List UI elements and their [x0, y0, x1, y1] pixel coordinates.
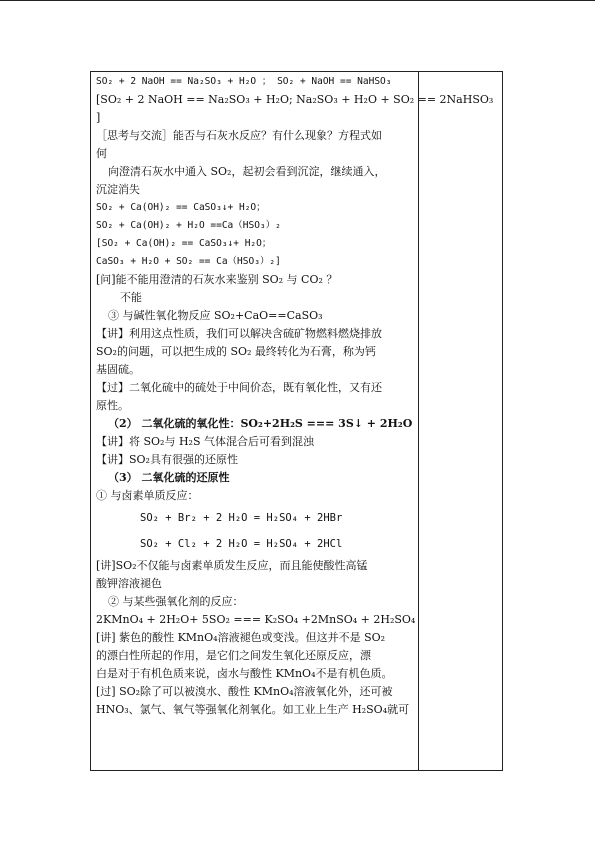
text-line: 白是对于有机色质来说，卤水与酸性 KMnO₄不是有机色质。	[96, 667, 393, 680]
text-line: ① 与卤素单质反应：	[96, 489, 199, 502]
text-line: ［思考与交流］能否与石灰水反应？有什么现象？方程式如	[96, 129, 382, 142]
equation-line: SO₂ + Br₂ + 2 H₂O = H₂SO₄ + 2HBr	[140, 512, 343, 524]
equation-line: SO₂ + Ca(OH)₂ + H₂O ==Ca（HSO₃）₂	[96, 220, 281, 231]
text-line: [SO₂ + 2 NaOH == Na₂SO₃ + H₂O; Na₂SO₃ + H₂O + SO₂ == 2NaHSO₃	[96, 93, 494, 106]
text-line: 原性。	[96, 399, 129, 412]
text-line: 向澄清石灰水中通入 SO₂，起初会看到沉淀，继续通入，	[108, 165, 386, 178]
lesson-content	[96, 73, 494, 719]
table-side-cell	[418, 71, 503, 771]
section-heading: （3） 二氧化硫的还原性	[108, 471, 230, 484]
text-line: 的漂白性所起的作用，是它们之间发生氧化还原反应，漂	[96, 649, 371, 662]
text-line: [讲]SO₂不仅能与卤素单质发生反应，而且能使酸性高锰	[96, 559, 368, 572]
text-line: 不能	[120, 291, 142, 304]
text-line: ② 与某些强氧化剂的反应：	[108, 595, 244, 608]
text-line: [讲] 紫色的酸性 KMnO₄溶液褪色或变浅。但这并不是 SO₂	[96, 631, 386, 644]
text-line: [问]能不能用澄清的石灰水来鉴别 SO₂ 与 CO₂ ？	[96, 273, 338, 286]
text-line: 【讲】利用这点性质，我们可以解决含硫矿物燃料燃烧排放	[96, 327, 382, 340]
text-line: 沉淀消失	[96, 183, 140, 196]
text-line: ③ 与碱性氧化物反应 SO₂+CaO==CaSO₃	[108, 309, 323, 322]
section-heading: （2） 二氧化硫的氧化性：SO₂+2H₂S === 3S↓ + 2H₂O	[108, 417, 413, 430]
header-rule	[0, 0, 595, 1]
equation-line: 2KMnO₄ + 2H₂O+ 5SO₂ === K₂SO₄ +2MnSO₄ + 2H₂SO₄	[96, 613, 416, 626]
equation-line: SO₂ + Ca(OH)₂ == CaSO₃↓+ H₂O；	[96, 202, 266, 213]
text-line: HNO₃、氯气、氧气等强氧化剂氧化。如工业上生产 H₂SO₄就可	[96, 703, 410, 716]
text-line: 【过】二氧化硫中的硫处于中间价态，既有氧化性，又有还	[96, 381, 382, 394]
equation-line: CaSO₃ + H₂O + SO₂ == Ca（HSO₃）₂]	[96, 256, 281, 267]
text-line: ]	[96, 111, 101, 124]
text-line: 【讲】SO₂具有很强的还原性	[96, 453, 238, 466]
text-line: SO₂的问题，可以把生成的 SO₂ 最终转化为石膏，称为钙	[96, 345, 376, 358]
text-line: SO₂ + 2 NaOH == Na₂SO₃ + H₂O ； SO₂ + NaOH == NaHSO₃	[96, 76, 392, 87]
equation-line: [SO₂ + Ca(OH)₂ == CaSO₃↓+ H₂O；	[96, 238, 272, 249]
text-line: 【讲】将 SO₂与 H₂S 气体混合后可看到混浊	[96, 435, 314, 448]
equation-line: SO₂ + Cl₂ + 2 H₂O = H₂SO₄ + 2HCl	[140, 538, 343, 550]
text-line: 基固硫。	[96, 363, 140, 376]
text-line: 酸钾溶液褪色	[96, 577, 162, 590]
text-line: [过] SO₂除了可以被溴水、酸性 KMnO₄溶液氧化外，还可被	[96, 685, 393, 698]
text-line: 何	[96, 147, 107, 160]
